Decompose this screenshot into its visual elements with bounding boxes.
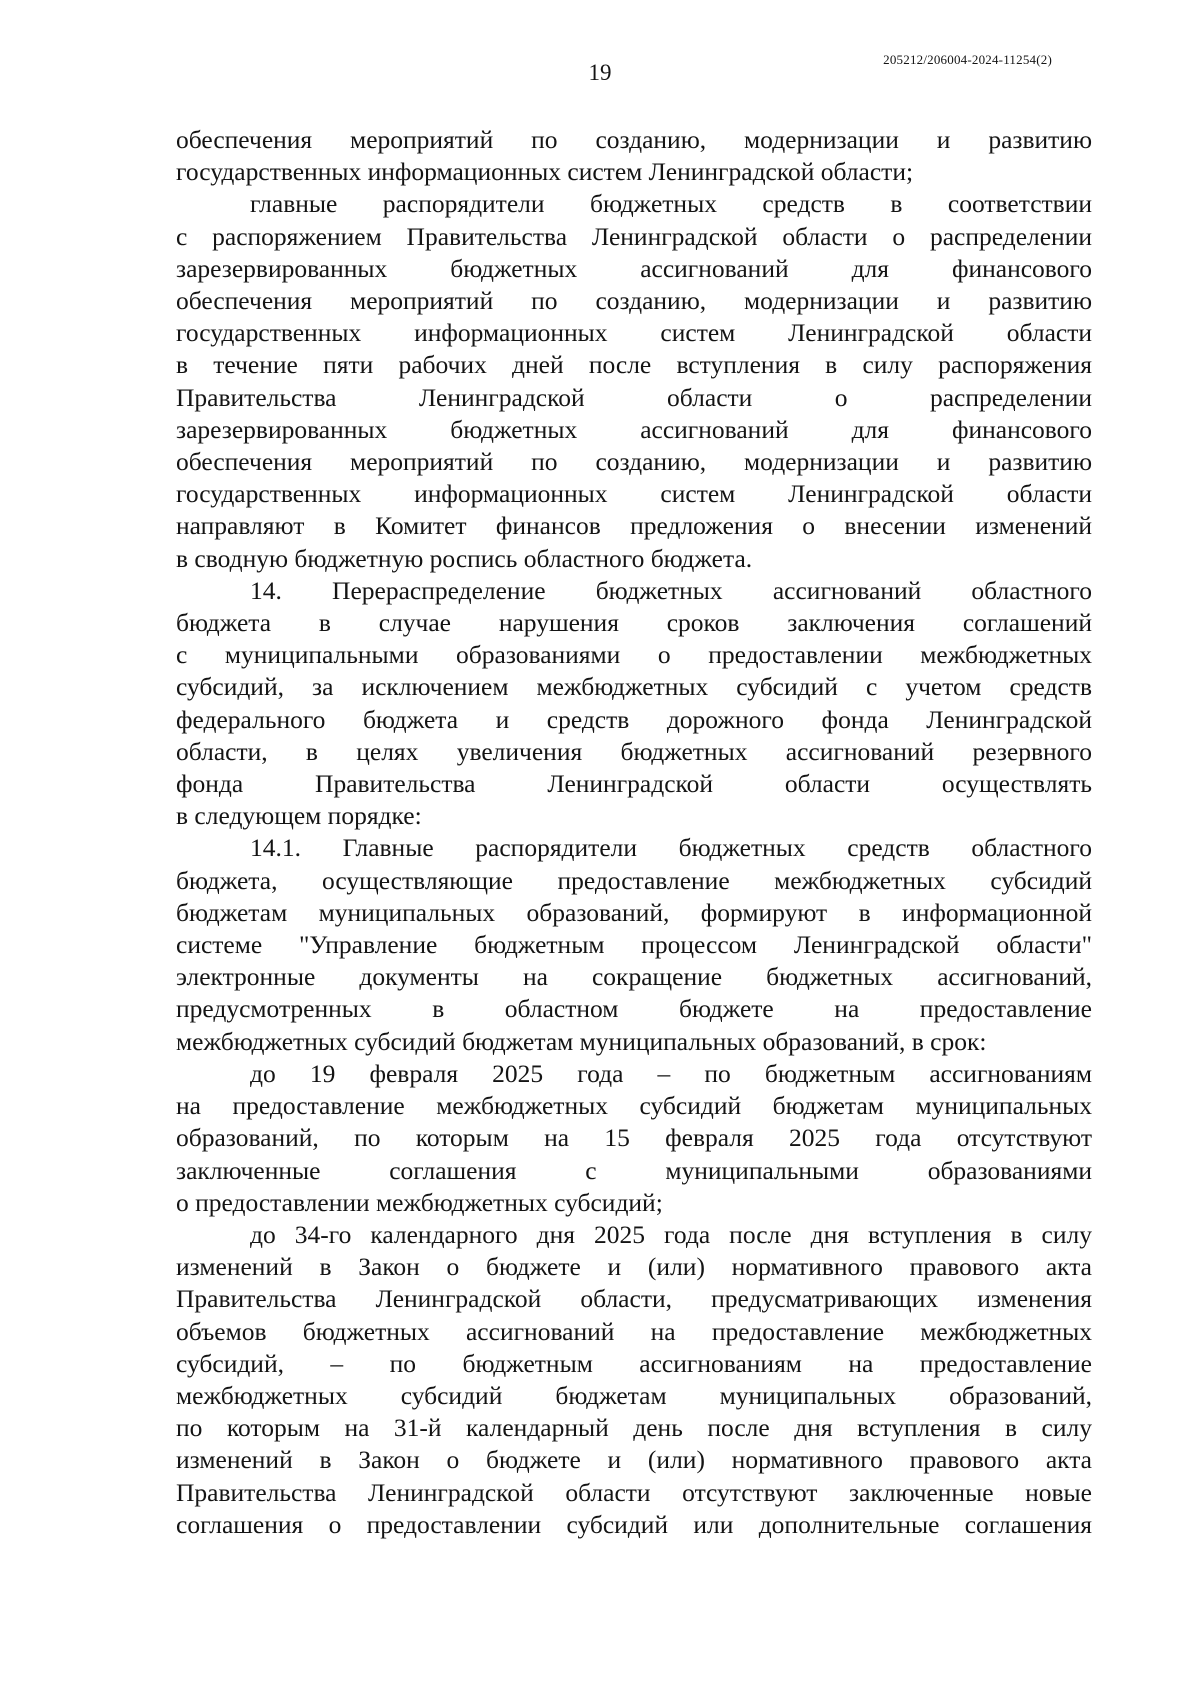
text-line: 14.1. Главные распорядители бюджетных средств областного xyxy=(250,833,1092,863)
text-line: в следующем порядке: xyxy=(176,801,422,831)
text-line: межбюджетных субсидий бюджетам муниципальных образований, в срок: xyxy=(176,1026,987,1056)
text-line: межбюджетных субсидий бюджетам муниципальных образований, xyxy=(176,1380,1092,1410)
text-line: обеспечения мероприятий по созданию, модернизации и развитию xyxy=(176,447,1092,477)
text-line: бюджета, осуществляющие предоставление межбюджетных субсидий xyxy=(176,865,1092,895)
text-line: Правительства Ленинградской области, предусматривающих изменения xyxy=(176,1284,1092,1314)
text-line: бюджета в случае нарушения сроков заключения соглашений xyxy=(176,608,1092,638)
text-line: направляют в Комитет финансов предложения о внесении изменений xyxy=(176,511,1092,541)
text-line: до 34-го календарного дня 2025 года после дня вступления в силу xyxy=(250,1219,1092,1249)
text-line: в сводную бюджетную роспись областного бюджета. xyxy=(176,543,753,573)
text-line: Правительства Ленинградской области о распределении xyxy=(176,382,1092,412)
text-line: обеспечения мероприятий по созданию, модернизации и развитию xyxy=(176,125,1092,154)
text-line: предусмотренных в областном бюджете на предоставление xyxy=(176,994,1092,1024)
text-line: о предоставлении межбюджетных субсидий; xyxy=(176,1187,663,1217)
text-line: с распоряжением Правительства Ленинградской области о распределении xyxy=(176,221,1092,251)
text-line: 14. Перераспределение бюджетных ассигнований областного xyxy=(250,575,1092,605)
text-line: изменений в Закон о бюджете и (или) нормативного правового акта xyxy=(176,1445,1092,1475)
text-line: зарезервированных бюджетных ассигнований для финансового xyxy=(176,253,1092,283)
text-line: образований, по которым на 15 февраля 2025 года отсутствуют xyxy=(176,1123,1092,1153)
text-line: на предоставление межбюджетных субсидий бюджетам муниципальных xyxy=(176,1091,1092,1121)
text-line: государственных информационных систем Ленинградской области xyxy=(176,318,1092,348)
text-line: зарезервированных бюджетных ассигнований для финансового xyxy=(176,414,1092,444)
text-line: Правительства Ленинградской области отсутствуют заключенные новые xyxy=(176,1477,1092,1507)
text-line: по которым на 31-й календарный день после дня вступления в силу xyxy=(176,1413,1092,1443)
text-line: федерального бюджета и средств дорожного фонда Ленинградской xyxy=(176,704,1092,734)
page-number: 19 xyxy=(588,60,612,85)
text-line: изменений в Закон о бюджете и (или) нормативного правового акта xyxy=(176,1252,1092,1282)
text-line: области, в целях увеличения бюджетных ассигнований резервного xyxy=(176,736,1092,766)
text-line: субсидий, за исключением межбюджетных субсидий с учетом средств xyxy=(176,672,1092,702)
text-line: электронные документы на сокращение бюджетных ассигнований, xyxy=(176,962,1092,992)
document-body xyxy=(176,124,1092,1541)
text-line: субсидий, – по бюджетным ассигнованиям на предоставление xyxy=(176,1348,1092,1378)
text-line: фонда Правительства Ленинградской области осуществлять xyxy=(176,769,1092,799)
text-line: обеспечения мероприятий по созданию, модернизации и развитию xyxy=(176,286,1092,316)
text-line: объемов бюджетных ассигнований на предоставление межбюджетных xyxy=(176,1316,1092,1346)
text-line: бюджетам муниципальных образований, формируют в информационной xyxy=(176,897,1092,927)
text-line: главные распорядители бюджетных средств в соответствии xyxy=(250,189,1092,219)
text-line: соглашения о предоставлении субсидий или дополнительные соглашения xyxy=(176,1509,1092,1539)
document-registration-number: 205212/206004-2024-11254(2) xyxy=(883,52,1052,67)
text-line: государственных информационных систем Ленинградской области xyxy=(176,479,1092,509)
text-line: до 19 февраля 2025 года – по бюджетным ассигнованиям xyxy=(250,1058,1092,1088)
text-line: с муниципальными образованиями о предоставлении межбюджетных xyxy=(176,640,1092,670)
text-line: государственных информационных систем Ленинградской области; xyxy=(176,157,914,187)
text-line: в течение пяти рабочих дней после вступления в силу распоряжения xyxy=(176,350,1092,380)
text-line: заключенные соглашения с муниципальными образованиями xyxy=(176,1155,1092,1185)
text-line: системе "Управление бюджетным процессом Ленинградской области" xyxy=(176,930,1092,960)
